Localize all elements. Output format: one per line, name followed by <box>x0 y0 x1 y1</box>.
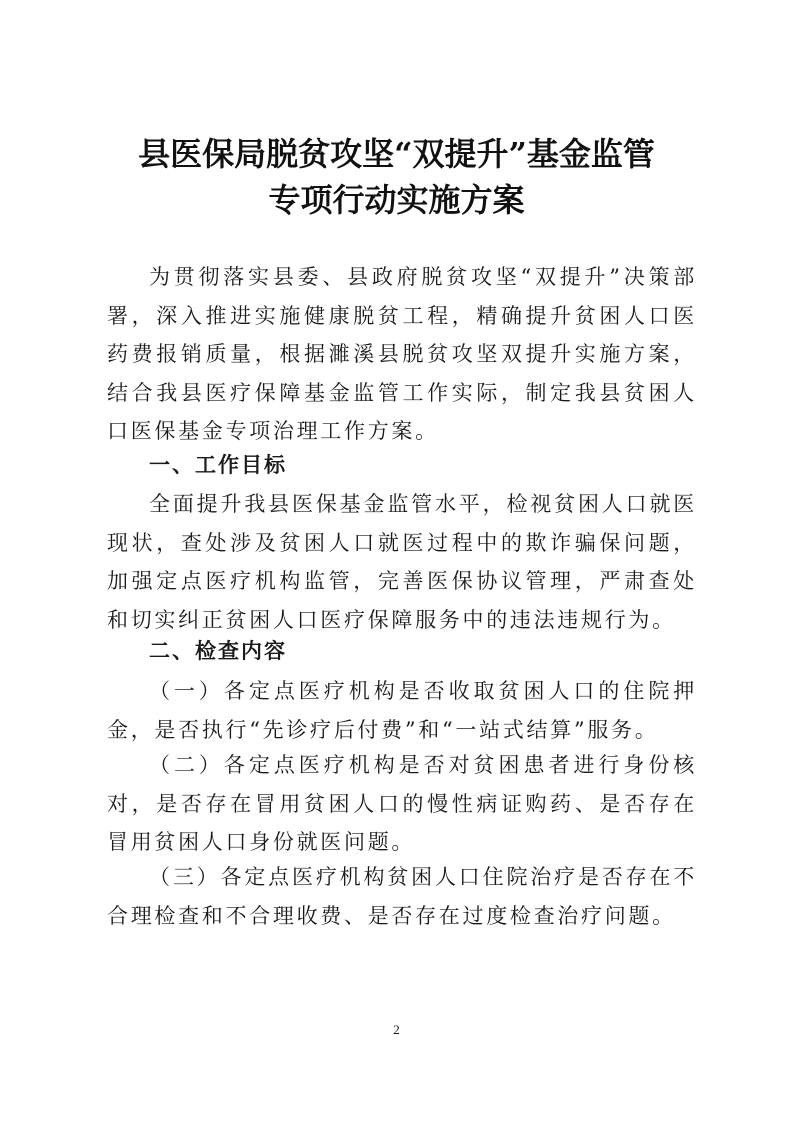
section-heading-goals: 一、工作目标 <box>149 453 287 477</box>
inspection-item-2: （二）各定点医疗机构是否对贫困患者进行身份核对，是否存在冒用贫困人口的慢性病证购药、是否存在冒用贫困人口身份就医问题。 <box>107 753 697 855</box>
inspection-item-3: （三）各定点医疗机构贫困人口住院治疗是否存在不合理检查和不合理收费、是否存在过度检查治疗问题。 <box>107 865 697 928</box>
document-title-line2: 专项行动实施方案 <box>268 181 525 219</box>
inspection-item-1: （一）各定点医疗机构是否收取贫困人口的住院押金，是否执行“先诊疗后付费”和“一站式结算”服务。 <box>107 679 697 742</box>
document-title-line1: 县医保局脱贫攻坚“双提升”基金监管 <box>138 135 655 173</box>
page-number: 2 <box>393 1022 400 1037</box>
intro-paragraph: 为贯彻落实县委、县政府脱贫攻坚“双提升”决策部署，深入推进实施健康脱贫工程，精确提升贫困人口医药费报销质量，根据濉溪县脱贫攻坚双提升实施方案，结合我县医疗保障基金监管工作实际，制定我县贫困人口医保基金专项治理工作方案。 <box>107 265 697 444</box>
goals-paragraph: 全面提升我县医保基金监管水平，检视贫困人口就医现状，查处涉及贫困人口就医过程中的欺诈骗保问题，加强定点医疗机构监管，完善医保协议管理，严肃查处和切实纠正贫困人口医疗保障服务中的违法违规行为。 <box>107 492 697 632</box>
section-heading-inspection: 二、检查内容 <box>149 639 287 663</box>
